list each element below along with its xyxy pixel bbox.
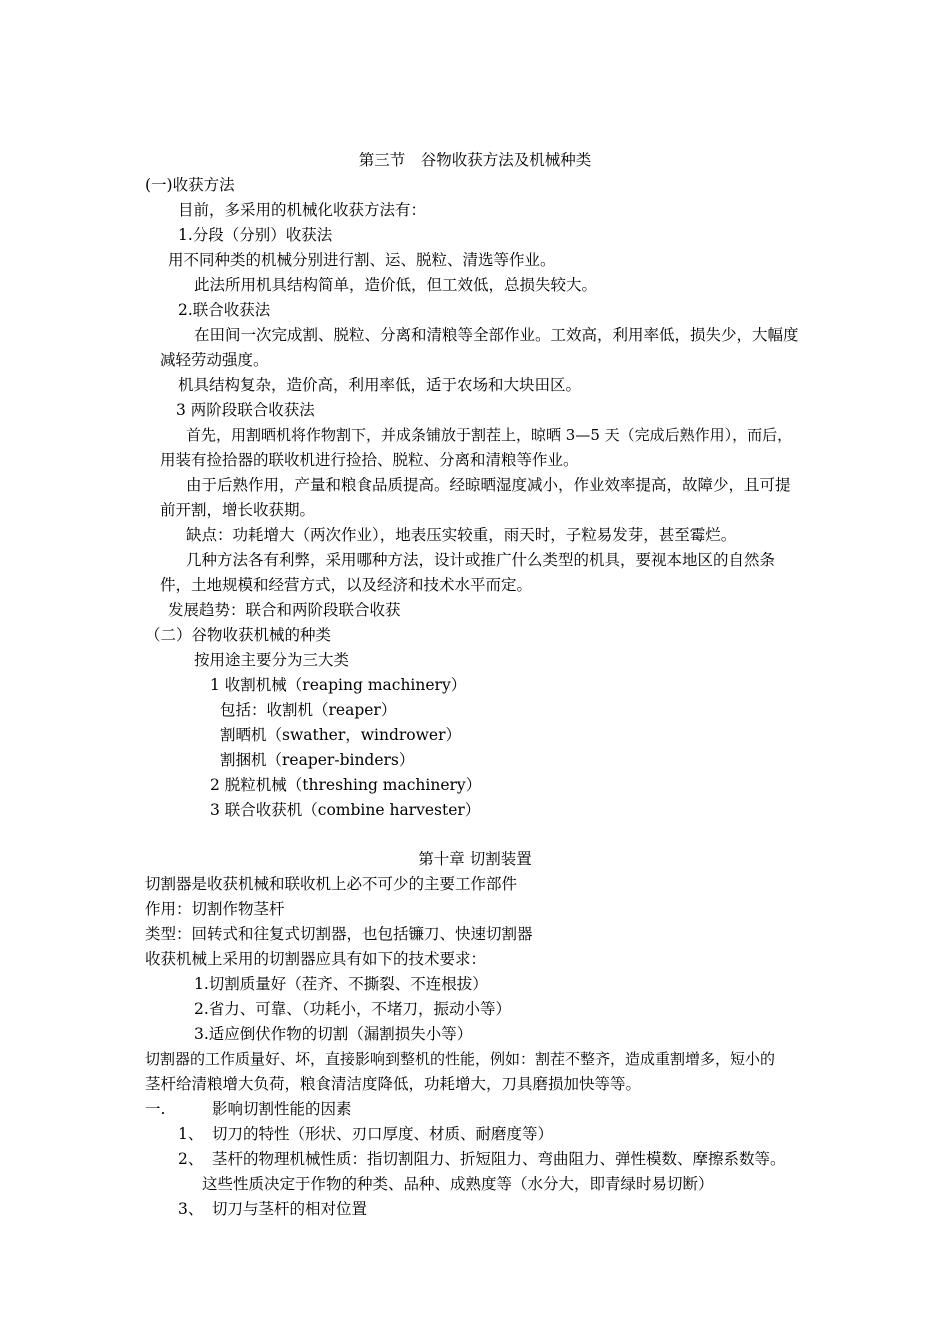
method-2-title: 2.联合收获法 — [178, 301, 271, 319]
method-1-title: 1.分段（分别）收获法 — [178, 226, 333, 244]
factor-3: 切刀与茎杆的相对位置 — [212, 1200, 368, 1218]
heading-machinery-types: （二）谷物收获机械的种类 — [145, 626, 332, 644]
method-2-paragraph-1b: 减轻劳动强度。 — [160, 351, 269, 369]
method-3-paragraph-1b: 用装有捡拾器的联收机进行捡拾、脱粒、分离和清粮等作业。 — [160, 451, 579, 469]
chapter-line-2: 作用：切割作物茎杆 — [145, 900, 285, 918]
chapter-title: 第十章 切割装置 — [418, 850, 532, 868]
method-3-title: 3 两阶段联合收获法 — [176, 401, 315, 419]
factors-number: 一. — [145, 1100, 166, 1118]
method-3-disadvantages: 缺点：功耗增大（两次作业），地表压实较重，雨天时，子粒易发芽，甚至霉烂。 — [186, 526, 737, 544]
factor-1-number: 1、 — [178, 1125, 204, 1143]
method-1-paragraph-2: 此法所用机具结构简单，造价低，但工效低，总损失较大。 — [194, 276, 598, 294]
factors-heading: 影响切割性能的因素 — [212, 1100, 352, 1118]
comparison-paragraph-a: 几种方法各有利弊，采用哪种方法，设计或推广什么类型的机具，要视本地区的自然条 — [186, 551, 776, 569]
type-reaping-machinery: 1 收割机械（reaping machinery） — [210, 676, 467, 694]
type-reaper: 包括：收割机（reaper） — [220, 701, 397, 719]
factor-1: 切刀的特性（形状、刃口厚度、材质、耐磨度等） — [212, 1125, 554, 1143]
method-3-paragraph-1a: 首先，用割晒机将作物割下，并成条铺放于割茬上，晾晒 3—5 天（完成后熟作用），而后， — [186, 426, 793, 444]
factor-2-number: 2、 — [178, 1150, 204, 1168]
type-swather: 割晒机（swather，windrower） — [220, 726, 461, 744]
requirement-3: 3.适应倒伏作物的切割（漏割损失小等） — [194, 1025, 473, 1043]
type-reaper-binders: 割捆机（reaper-binders） — [220, 751, 415, 769]
factor-3-number: 3、 — [178, 1200, 204, 1218]
method-2-paragraph-1a: 在田间一次完成割、脱粒、分离和清粮等全部作业。工效高，利用率低，损失少，大幅度 — [194, 326, 799, 344]
type-threshing-machinery: 2 脱粒机械（threshing machinery） — [210, 776, 482, 794]
heading-harvest-methods: (一)收获方法 — [145, 176, 235, 194]
comparison-paragraph-b: 件，土地规模和经营方式，以及经济和技术水平而定。 — [160, 576, 533, 594]
requirement-1: 1.切割质量好（茬齐、不撕裂、不连根拔） — [194, 975, 488, 993]
requirement-2: 2.省力、可靠、（功耗小，不堵刀，振动小等） — [194, 1000, 512, 1018]
method-3-paragraph-2a: 由于后熟作用，产量和粮食品质提高。经晾晒湿度减小，作业效率提高，故障少，且可提 — [186, 476, 791, 494]
section-title: 第三节 谷物收获方法及机械种类 — [358, 151, 592, 169]
chapter-line-1: 切割器是收获机械和联收机上必不可少的主要工作部件 — [145, 875, 518, 893]
quality-paragraph-a: 切割器的工作质量好、坏，直接影响到整机的性能，例如：割茬不整齐，造成重割增多，短小的 — [145, 1050, 776, 1068]
factor-2-note: 这些性质决定于作物的种类、品种、成熟度等（水分大，即青绿时易切断） — [202, 1175, 714, 1193]
type-combine-harvester: 3 联合收获机（combine harvester） — [210, 801, 481, 819]
method-2-paragraph-2: 机具结构复杂，造价高，利用率低，适于农场和大块田区。 — [178, 376, 582, 394]
machinery-types-intro: 按用途主要分为三大类 — [194, 651, 350, 669]
factor-2: 茎杆的物理机械性质：指切割阻力、折短阻力、弯曲阻力、弹性模数、摩擦系数等。 — [212, 1150, 786, 1168]
chapter-line-3: 类型：回转式和往复式切割器，也包括镰刀、快速切割器 — [145, 925, 533, 943]
intro-text: 目前，多采用的机械化收获方法有： — [178, 201, 427, 219]
method-1-paragraph-1: 用不同种类的机械分别进行割、运、脱粒、清选等作业。 — [168, 251, 556, 269]
development-trend: 发展趋势：联合和两阶段联合收获 — [168, 601, 401, 619]
method-3-paragraph-2b: 前开割，增长收获期。 — [160, 501, 316, 519]
quality-paragraph-b: 茎杆给清粮增大负荷，粮食清洁度降低，功耗增大，刀具磨损加快等等。 — [145, 1075, 642, 1093]
chapter-line-4: 收获机械上采用的切割器应具有如下的技术要求： — [145, 950, 487, 968]
